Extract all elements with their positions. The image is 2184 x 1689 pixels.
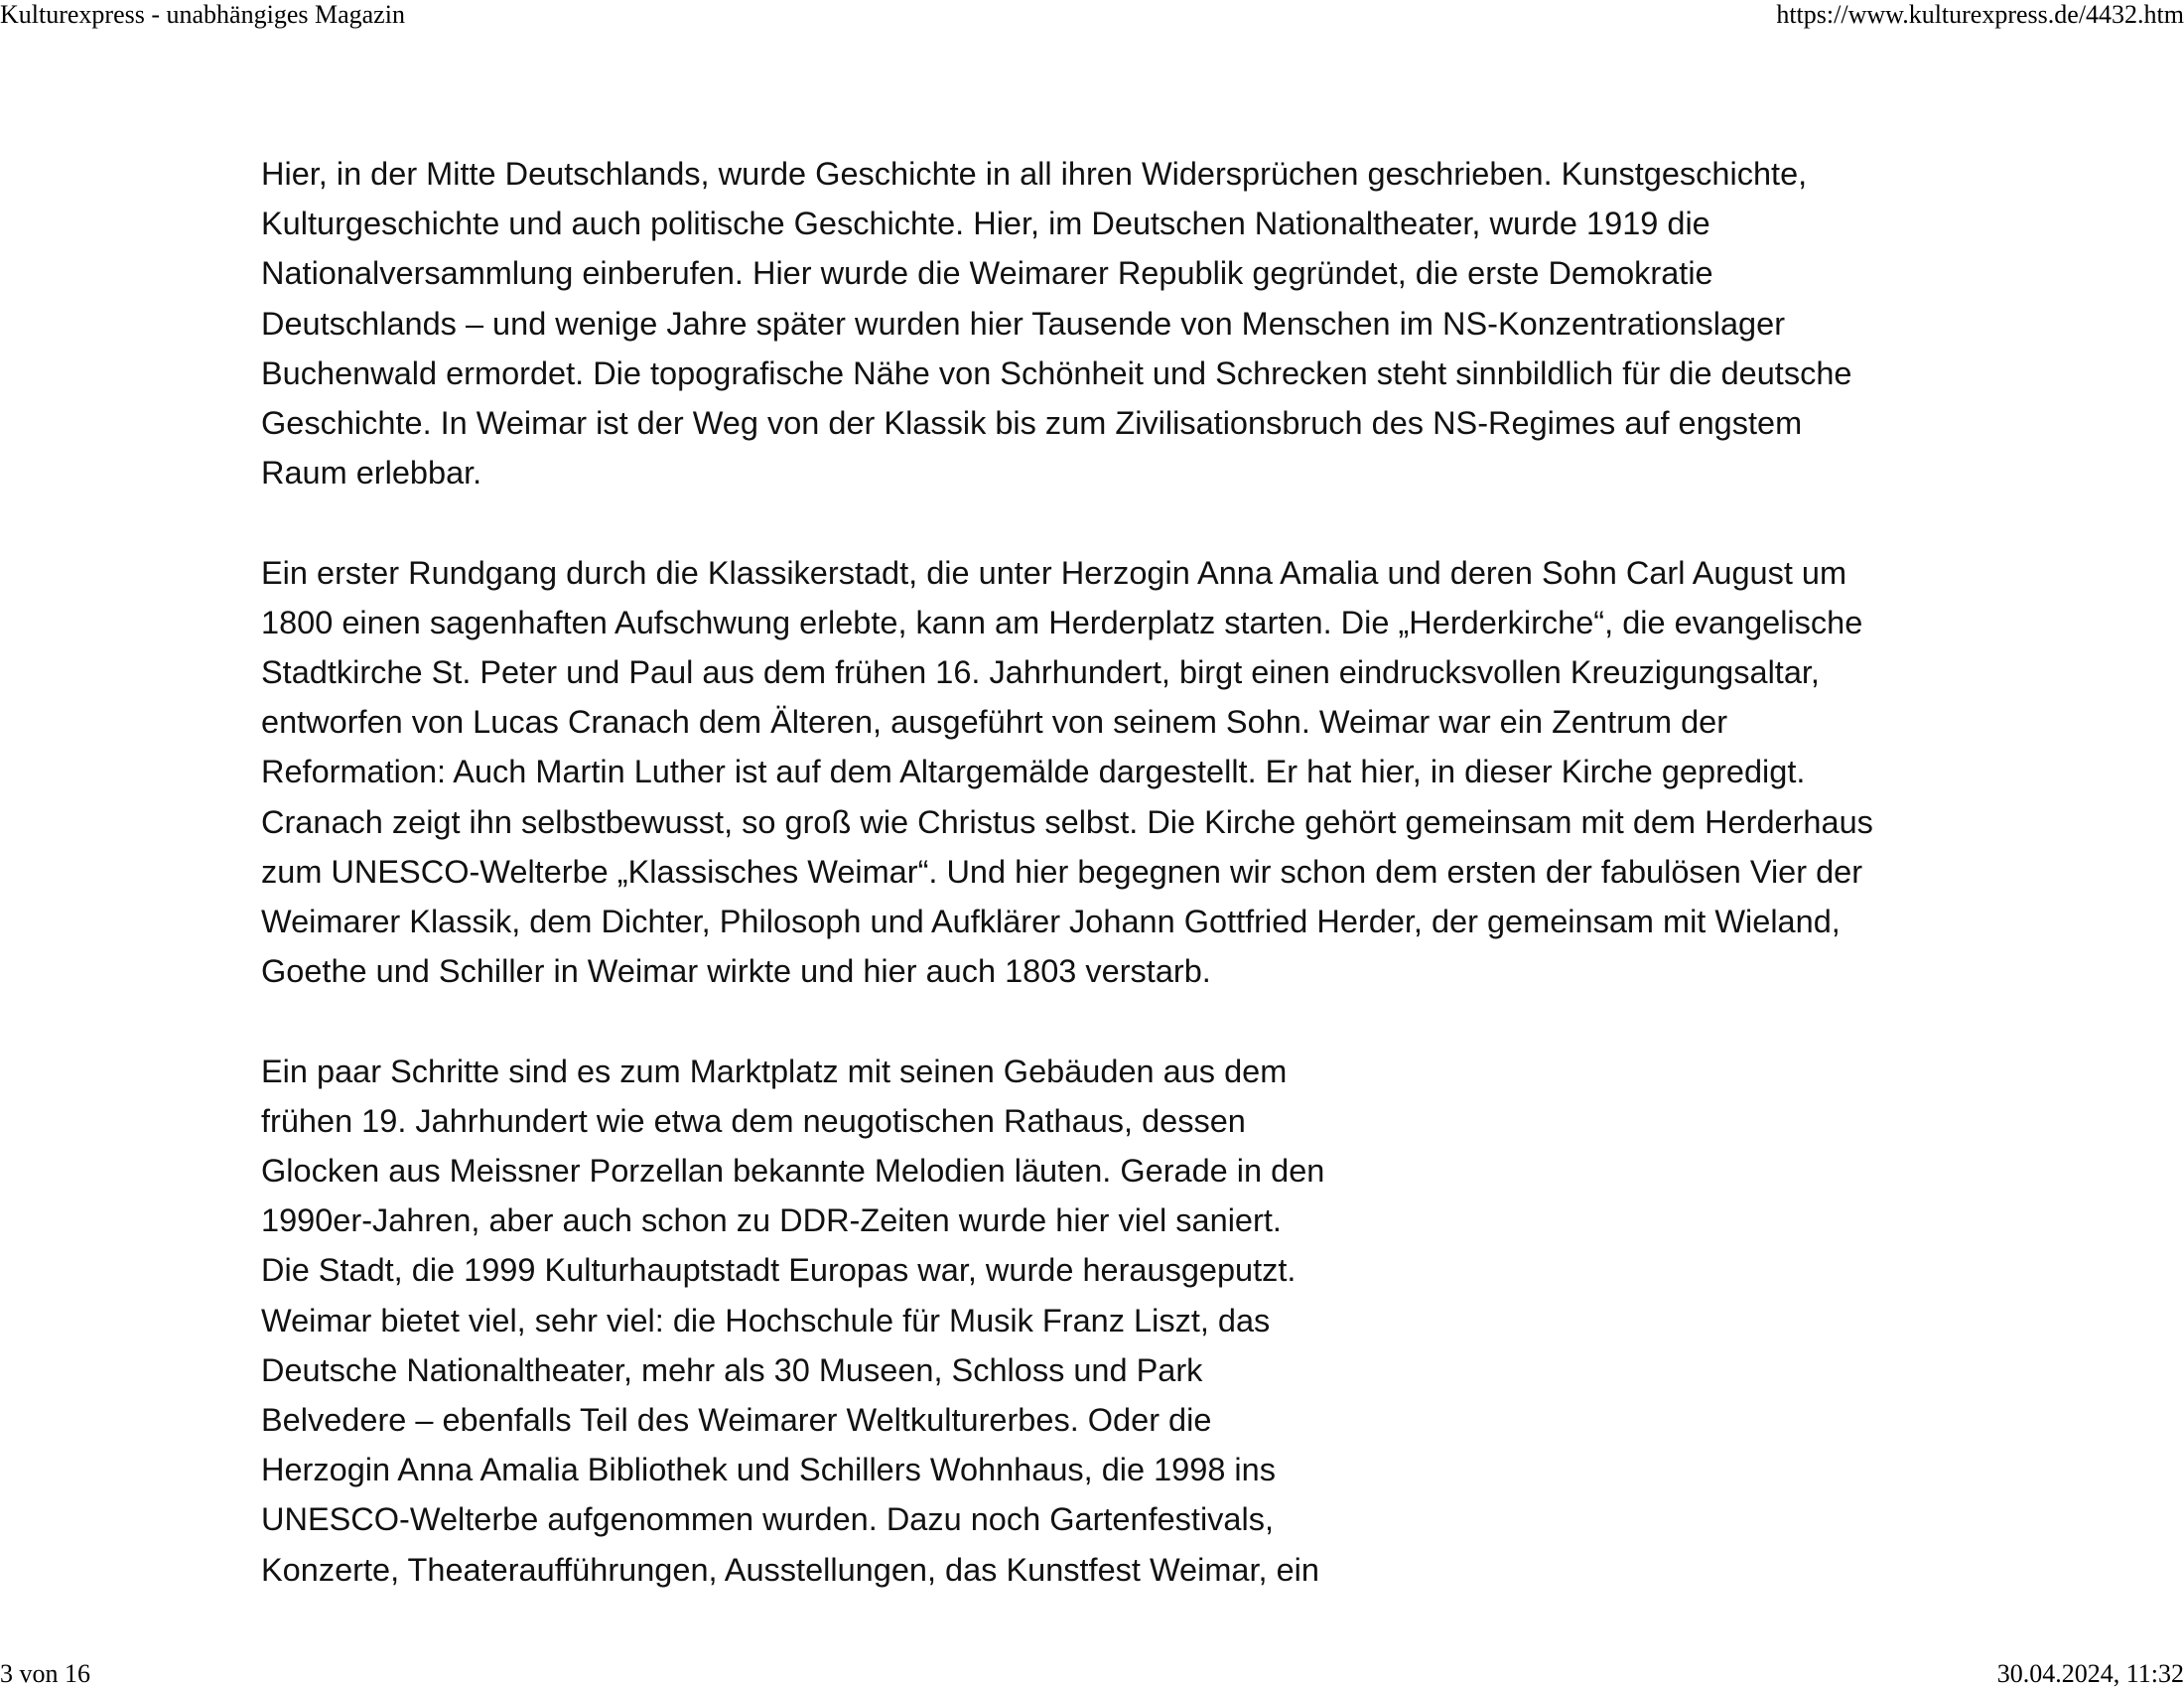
text-line: Weimar bietet viel, sehr viel: die Hochschule für Musik Franz Liszt, das — [261, 1302, 1271, 1338]
text-line: Belvedere – ebenfalls Teil des Weimarer Weltkulturerbes. Oder die — [261, 1402, 1212, 1439]
text-line: entworfen von Lucas Cranach dem Älteren, ausgeführt von seinem Sohn. Weimar war ein Zentrum der — [261, 704, 1728, 741]
print-datetime: 30.04.2024, 11:32 — [1996, 1659, 2184, 1688]
text-line: Raum erlebbar. — [261, 455, 482, 492]
text-line: Ein erster Rundgang durch die Klassikerstadt, die unter Herzogin Anna Amalia und deren Sohn Carl August um — [261, 554, 1847, 591]
text-line: Glocken aus Meissner Porzellan bekannte Melodien läuten. Gerade in den — [261, 1153, 1325, 1190]
text-line: Cranach zeigt ihn selbstbewusst, so groß wie Christus selbst. Die Kirche gehört gemeinsam mit dem Herderhaus — [261, 803, 1873, 840]
text-line: Deutschlands – und wenige Jahre später wurden hier Tausende von Menschen im NS-Konzentrationslager — [261, 305, 1786, 342]
paragraph-marktplatz — [261, 1047, 1373, 1595]
text-line: Stadtkirche St. Peter und Paul aus dem frühen 16. Jahrhundert, birgt einen eindrucksvollen Kreuzigungsaltar, — [261, 654, 1820, 691]
text-line: Hier, in der Mitte Deutschlands, wurde Geschichte in all ihren Widersprüchen geschrieben. Kunstgeschichte, — [261, 156, 1808, 192]
text-line: Geschichte. In Weimar ist der Weg von der Klassik bis zum Zivilisationsbruch des NS-Regimes auf engstem — [261, 405, 1803, 442]
text-line: Nationalversammlung einberufen. Hier wurde die Weimarer Republik gegründet, die erste Demokratie — [261, 255, 1713, 292]
site-title: Kulturexpress - unabhängiges Magazin — [0, 0, 405, 29]
text-line: Reformation: Auch Martin Luther ist auf dem Altargemälde dargestellt. Er hat hier, in dieser Kirche gepredigt. — [261, 754, 1806, 790]
paragraph-history — [261, 149, 1949, 497]
text-line: UNESCO-Welterbe aufgenommen wurden. Dazu noch Gartenfestivals, — [261, 1501, 1275, 1538]
text-line: frühen 19. Jahrhundert wie etwa dem neugotischen Rathaus, dessen — [261, 1102, 1246, 1139]
text-line: Weimarer Klassik, dem Dichter, Philosoph und Aufklärer Johann Gottfried Herder, der gemeinsam mit Wieland, — [261, 904, 1841, 940]
text-line: Ein paar Schritte sind es zum Marktplatz mit seinen Gebäuden aus dem — [261, 1053, 1288, 1089]
text-line: Kulturgeschichte und auch politische Geschichte. Hier, im Deutschen Nationaltheater, wurde 1919 die — [261, 206, 1710, 242]
page-url[interactable]: https://www.kulturexpress.de/4432.htm — [1776, 0, 2184, 29]
text-line: zum UNESCO-Welterbe „Klassisches Weimar“. Und hier begegnen wir schon dem ersten der fabulösen Vier der — [261, 853, 1863, 890]
text-line: Deutsche Nationaltheater, mehr als 30 Museen, Schloss und Park — [261, 1351, 1203, 1388]
page-number: 3 von 16 — [0, 1659, 90, 1688]
text-line: 1800 einen sagenhaften Aufschwung erlebte, kann am Herderplatz starten. Die „Herderkirche“, die evangelische — [261, 604, 1863, 640]
text-line: Herzogin Anna Amalia Bibliothek und Schillers Wohnhaus, die 1998 ins — [261, 1452, 1276, 1488]
text-line: 1990er-Jahren, aber auch schon zu DDR-Zeiten wurde hier viel saniert. — [261, 1202, 1282, 1239]
text-line: Goethe und Schiller in Weimar wirkte und hier auch 1803 verstarb. — [261, 953, 1211, 990]
print-footer — [0, 1659, 2184, 1689]
text-line: Konzerte, Theateraufführungen, Ausstellungen, das Kunstfest Weimar, ein — [261, 1551, 1319, 1588]
print-header — [0, 0, 2184, 30]
text-line: Die Stadt, die 1999 Kulturhauptstadt Europas war, wurde herausgeputzt. — [261, 1252, 1297, 1289]
text-line: Buchenwald ermordet. Die topografische Nähe von Schönheit und Schrecken steht sinnbildlich für die deutsche — [261, 354, 1852, 391]
article-body — [261, 149, 1949, 1644]
paragraph-herderkirche — [261, 548, 1949, 997]
